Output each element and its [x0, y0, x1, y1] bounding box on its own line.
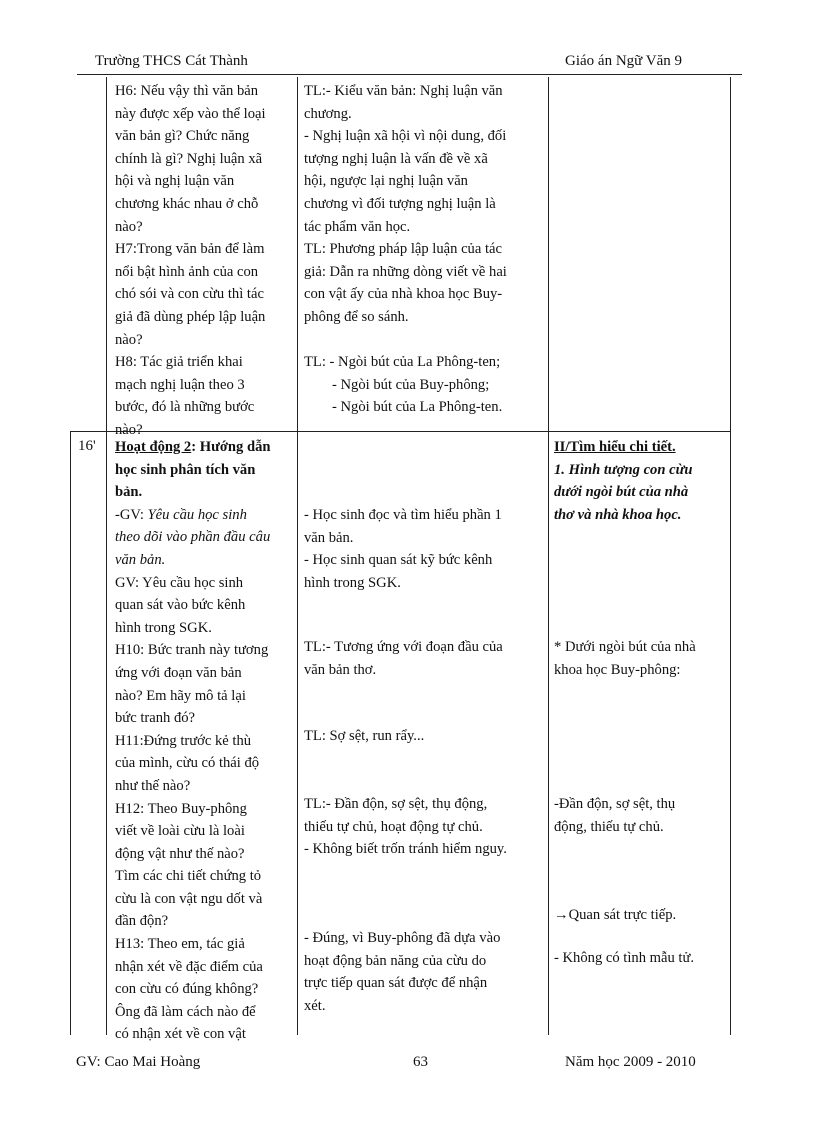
row2-content-b — [554, 793, 726, 838]
text-line: trực tiếp quan sát được để nhận — [304, 975, 488, 992]
row1-answers — [304, 80, 544, 419]
text-line: * Dưới ngòi bút của nhà — [554, 639, 696, 655]
row1-questions — [115, 80, 293, 442]
text-line: hoạt động bản năng của cừu do — [304, 952, 487, 969]
text-line: văn bản thơ. — [304, 661, 377, 678]
subsection-heading: 1. Hình tượng con cừu — [554, 461, 693, 478]
text-line: H13: Theo em, tác giả — [115, 936, 245, 953]
text-line: →Quan sát trực tiếp. — [554, 907, 677, 923]
footer-year: Năm học 2009 - 2010 — [565, 1054, 696, 1070]
text-line: TL:- Đần độn, sợ sệt, thụ động, — [304, 796, 488, 812]
text-line: H10: Bức tranh này tương — [115, 642, 269, 659]
activity-title-underlined: Hoạt động 2 — [115, 439, 192, 455]
text-line — [115, 504, 293, 527]
text-line: chính là gì? Nghị luận xã — [115, 150, 263, 167]
text-line: Ông đã làm cách nào để — [115, 1003, 256, 1020]
text-line: theo dõi vào phần đầu câu — [115, 529, 271, 546]
text-line: có nhận xét về con vật — [115, 1026, 246, 1043]
text-line: H11:Đứng trước kẻ thù — [115, 732, 252, 749]
text-line: xét. — [304, 997, 326, 1014]
text-line: quan sát vào bức kênh — [115, 597, 246, 614]
text-line: nào? Em hãy mô tả lại — [115, 687, 246, 704]
text-line: của mình, cừu có thái độ — [115, 755, 260, 772]
text-line: bức tranh đó? — [115, 710, 196, 727]
text-line: - Không biết trốn tránh hiểm nguy. — [304, 841, 507, 858]
text-line: phông để so sánh. — [304, 308, 409, 325]
table-border-left — [106, 77, 107, 1035]
row2-content-heading — [554, 436, 726, 526]
text-line: động, thiếu tự chủ. — [554, 818, 664, 835]
text-line: viết về loài cừu là loài — [115, 823, 245, 840]
activity-title — [115, 436, 293, 459]
row2-student-f — [304, 927, 544, 1017]
text-line: - Học sinh đọc và tìm hiểu phần 1 — [304, 507, 502, 523]
text-line: nhận xét về đặc điểm của — [115, 958, 263, 975]
table-border-col2 — [297, 77, 298, 1035]
text-line: này được xếp vào thể loại — [115, 105, 266, 122]
text-line: TL:- Kiểu văn bản: Nghị luận văn — [304, 83, 503, 99]
text-line: chương vì đối tượng nghị luận là — [304, 195, 496, 212]
text-line: con cừu có đúng không? — [115, 981, 259, 998]
text-line: hình trong SGK. — [115, 619, 212, 636]
row2-student-d — [304, 725, 544, 748]
text-line: đần độn? — [115, 913, 169, 930]
row2-student-e — [304, 793, 544, 861]
header-subject: Giáo án Ngữ Văn 9 — [565, 53, 682, 69]
text-line: bước, đó là những bước — [115, 399, 255, 416]
text-line: mạch nghị luận theo 3 — [115, 376, 245, 393]
text-line: hình trong SGK. — [304, 574, 401, 591]
text-line: chương khác nhau ở chỗ — [115, 195, 259, 212]
row2-content-a — [554, 636, 726, 681]
text-line: văn bản. — [304, 529, 354, 546]
table-border-time-left — [70, 431, 71, 1035]
text-line: - Học sinh quan sát kỹ bức kênh — [304, 552, 493, 569]
text-line: học sinh phân tích văn — [115, 461, 256, 478]
header-school: Trường THCS Cát Thành — [95, 53, 248, 69]
text-line — [304, 329, 544, 352]
text-line: bản. — [115, 484, 143, 501]
text-line: TL: Sợ sệt, run rẩy... — [304, 728, 425, 744]
text-line: khoa học Buy-phông: — [554, 661, 681, 678]
text-line: như thế nào? — [115, 777, 191, 794]
text-line: H8: Tác giả triển khai — [115, 354, 243, 371]
gv-prefix: -GV: — [115, 506, 148, 523]
table-border-right — [730, 77, 731, 1035]
text-line: văn bản gì? Chức năng — [115, 128, 250, 145]
text-line: - Nghị luận xã hội vì nội dung, đối — [304, 128, 507, 145]
text-line: cừu là con vật ngu dốt và — [115, 890, 263, 907]
text-line: nào? — [115, 218, 143, 235]
text-line: tác phẩm văn học. — [304, 218, 411, 235]
text-line: - Ngòi bút của La Phông-ten. — [332, 399, 503, 416]
footer-teacher: GV: Cao Mai Hoàng — [76, 1054, 201, 1070]
text-line: H12: Theo Buy-phông — [115, 800, 247, 817]
text-line: - Ngòi bút của Buy-phông; — [332, 376, 490, 393]
text-line: - Đúng, vì Buy-phông đã dựa vào — [304, 930, 501, 946]
row2-teacher-activities — [115, 436, 293, 1046]
text-line: TL: - Ngòi bút của La Phông-ten; — [304, 354, 501, 371]
table-border-col3 — [548, 77, 549, 1035]
header-rule — [77, 74, 742, 75]
text-line: ứng với đoạn văn bản — [115, 664, 242, 681]
text-line: hội, ngược lại nghị luận văn — [304, 173, 468, 190]
text-line: -Đần độn, sợ sệt, thụ — [554, 796, 676, 812]
row2-content-d — [554, 947, 726, 970]
text-line: nổi bật hình ảnh của con — [115, 263, 259, 280]
text-line: Tìm các chi tiết chứng tỏ — [115, 868, 262, 885]
subsection-heading: thơ và nhà khoa học. — [554, 506, 682, 523]
time-duration: 16' — [78, 438, 96, 454]
text-line: văn bản. — [115, 551, 166, 568]
row2-content-c — [554, 904, 726, 927]
text-line: chương. — [304, 105, 352, 122]
text-line: nào? — [115, 421, 143, 438]
row2-student-c — [304, 636, 544, 681]
text-line: H6: Nếu vậy thì văn bản — [115, 83, 259, 99]
text-line: TL:- Tương ứng với đoạn đầu của — [304, 639, 503, 655]
text-line: giả: Dẫn ra những dòng viết về hai — [304, 263, 507, 280]
activity-title-rest: : Hướng dẫn — [191, 439, 271, 455]
text-line: - Không có tình mẫu tử. — [554, 950, 695, 966]
section-heading: II/Tìm hiểu chi tiết. — [554, 439, 676, 455]
text-line: chó sói và con cừu thì tác — [115, 286, 264, 303]
row2-student-a — [304, 504, 544, 594]
text-line: động vật như thế nào? — [115, 845, 245, 862]
page-number: 63 — [413, 1054, 428, 1070]
text-line: con vật ấy của nhà khoa học Buy- — [304, 286, 503, 303]
text-line: TL: Phương pháp lập luận của tác — [304, 241, 502, 258]
text-line: nào? — [115, 331, 143, 348]
text-line: hội và nghị luận văn — [115, 173, 235, 190]
gv-instruction: Yêu cầu học sinh — [147, 506, 247, 523]
text-line: giả đã dùng phép lập luận — [115, 308, 266, 325]
text-line: H7:Trong văn bản để làm — [115, 241, 265, 258]
subsection-heading: dưới ngòi bút của nhà — [554, 484, 689, 501]
text-line: tượng nghị luận là vấn đề về xã — [304, 150, 488, 167]
text-line: GV: Yêu cầu học sinh — [115, 574, 244, 591]
text-line: thiếu tự chủ, hoạt động tự chủ. — [304, 818, 483, 835]
